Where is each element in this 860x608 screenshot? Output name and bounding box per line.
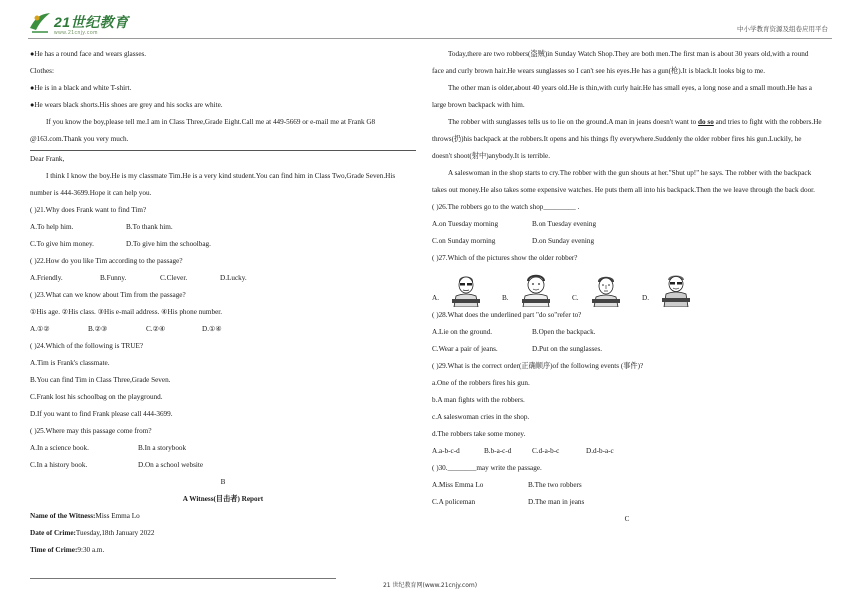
option-c: C.Wear a pair of jeans. xyxy=(432,345,498,353)
robber-picture-b xyxy=(516,273,556,307)
options-28-cd xyxy=(432,341,822,358)
options-26 xyxy=(432,216,822,233)
logo-text: 21世纪教育 xyxy=(54,14,129,30)
question-24: ( )24.Which of the following is TRUE? xyxy=(30,342,144,350)
option-a: A.Friendly. xyxy=(30,274,63,282)
platform-name: 中小学教育资源及组卷应用平台 xyxy=(737,25,828,33)
logo-url: www.21cnjy.com xyxy=(54,30,98,36)
header-divider xyxy=(28,38,832,39)
robber-pictures xyxy=(432,271,822,307)
option-b: B.In a storybook xyxy=(138,444,187,452)
option-b: B.②③ xyxy=(88,325,108,333)
report-title: A Witness(目击者) Report xyxy=(182,495,264,503)
picture-option-b xyxy=(502,273,572,307)
option-b: B.You can find Tim in Class Three,Grade Seven. xyxy=(30,376,171,384)
crime-time-line xyxy=(30,542,416,559)
option-c: C.②④ xyxy=(146,325,166,333)
text-line: I think I know the boy.He is my classmate Tim.He is a very kind student.You can find him in Class Two,Grade Seven.His xyxy=(46,172,396,180)
text-line: Clothes: xyxy=(30,67,54,75)
event-a: a.One of the robbers fires his gun. xyxy=(432,379,530,387)
options-29 xyxy=(432,443,822,460)
section-label-b: B xyxy=(220,478,226,486)
footer-divider xyxy=(30,578,336,579)
picture-option-c xyxy=(572,273,642,307)
options-30-cd xyxy=(432,494,822,511)
question-23-items: ①His age. ②His class. ③His e-mail address. ④His phone number. xyxy=(30,308,223,316)
option-c: C.In a history book. xyxy=(30,461,88,469)
text-line: ●He is in a black and white T-shirt. xyxy=(30,84,132,92)
option-b: B.To thank him. xyxy=(126,223,173,231)
event-d: d.The robbers take some money. xyxy=(432,430,526,438)
option-d: D.On a school website xyxy=(138,461,204,469)
options-21 xyxy=(30,219,416,236)
options-22 xyxy=(30,270,416,287)
option-b: B.b-a-c-d xyxy=(484,447,512,455)
option-b: B.Funny. xyxy=(100,274,127,282)
text-line: ●He wears black shorts.His shoes are grey and his socks are white. xyxy=(30,101,223,109)
site-logo xyxy=(28,10,148,38)
underlined-phrase: do so xyxy=(698,118,714,126)
options-30 xyxy=(432,477,822,494)
option-c: C.on Sunday morning xyxy=(432,237,496,245)
option-d: D.d-b-a-c xyxy=(586,447,614,455)
page-header xyxy=(0,0,860,44)
option-d: D.The man in jeans xyxy=(528,498,585,506)
option-c: C.d-a-b-c xyxy=(532,447,560,455)
option-c: C.Clever. xyxy=(160,274,188,282)
question-25: ( )25.Where may this passage come from? xyxy=(30,427,152,435)
field-value: 9:30 a.m. xyxy=(77,546,105,554)
robber-picture-d xyxy=(656,273,696,307)
question-26: ( )26.The robbers go to the watch shop_________ . xyxy=(432,203,580,211)
option-d: D.on Sunday evening xyxy=(532,237,595,245)
field-value: Tuesday,18th January 2022 xyxy=(75,529,155,537)
option-d: D.If you want to find Frank please call 444-3699. xyxy=(30,410,173,418)
option-c: C.A policeman xyxy=(432,498,476,506)
option-c: C.Frank lost his schoolbag on the playground. xyxy=(30,393,163,401)
question-30: ( )30.________may write the passage. xyxy=(432,464,542,472)
passage-paragraph: The other man is older,about 40 years old.He is thin,with curly hair.He has small eyes, a long nose and a small mouth.He has a large brown backpack with him. xyxy=(432,84,812,109)
option-label: C. xyxy=(572,294,579,302)
option-d: D.①④ xyxy=(202,325,222,333)
question-29: ( )29.What is the correct order(正确顺序)of the following events (事件)? xyxy=(432,362,644,370)
option-b: B.The two robbers xyxy=(528,481,582,489)
options-25-cd xyxy=(30,457,416,474)
field-label: Time of Crime: xyxy=(30,546,78,554)
question-28: ( )28.What does the underlined part "do so"refer to? xyxy=(432,311,582,319)
text-span: and tries to fight with the robbers.He throws(扔)his backpack at the robbers.It opens and his things fly everywhere.Suddenly the older robber fires his gun.Luckily, he doesn't shoot(射中)anybody.It is terrible. xyxy=(432,118,822,160)
text-line: ●He has a round face and wears glasses. xyxy=(30,50,147,58)
options-25 xyxy=(30,440,416,457)
option-a: A.①② xyxy=(30,325,50,333)
question-27: ( )27.Which of the pictures show the older robber? xyxy=(432,254,578,262)
robber-picture-a xyxy=(446,273,486,307)
option-a: A.a-b-c-d xyxy=(432,447,460,455)
option-c: C.To give him money. xyxy=(30,240,94,248)
question-21: ( )21.Why does Frank want to find Tim? xyxy=(30,206,147,214)
picture-option-d xyxy=(642,273,696,307)
text-span: The robber with sunglasses tells us to lie on the ground.A man in jeans doesn't want to xyxy=(448,118,699,126)
text-line: number is 444-3699.Hope it can help you. xyxy=(30,189,152,197)
right-column xyxy=(432,46,822,528)
picture-option-a xyxy=(432,273,502,307)
field-label: Name of the Witness: xyxy=(30,512,96,520)
text-line: If you know the boy,please tell me.I am in Class Three,Grade Eight.Call me at 449-5669 or e-mail me at Frank G8 xyxy=(46,118,376,126)
passage-paragraph: A saleswoman in the shop starts to cry.The robber with the gun shouts at her."Shut up!" he says. The robber with the backpack takes out money.He also takes some expensive watches. He puts them all into his backpack.Then the we leave through the back door. xyxy=(432,169,815,194)
option-a: A.Lie on the ground. xyxy=(432,328,493,336)
option-b: B.Open the backpack. xyxy=(532,328,596,336)
event-c: c.A saleswoman cries in the shop. xyxy=(432,413,530,421)
option-b: B.on Tuesday evening xyxy=(532,220,597,228)
page-footer: 21 世纪教育网(www.21cnjy.com) xyxy=(382,582,478,589)
logo-icon xyxy=(28,10,52,34)
field-value: Miss Emma Lo xyxy=(95,512,140,520)
question-22: ( )22.How do you like Tim according to the passage? xyxy=(30,257,183,265)
option-label: D. xyxy=(642,294,649,302)
options-21-cd xyxy=(30,236,416,253)
passage-paragraph xyxy=(432,114,822,165)
letter-greeting: Dear Frank, xyxy=(30,155,65,163)
option-a: A.In a science book. xyxy=(30,444,89,452)
crime-date-line xyxy=(30,525,416,542)
option-a: A.Miss Emma Lo xyxy=(432,481,484,489)
option-label: B. xyxy=(502,294,509,302)
options-26-cd xyxy=(432,233,822,250)
passage-paragraph: Today,there are two robbers(盗贼)in Sunday Watch Shop.They are both men.The first man is about 30 years old,with a round face and curly brown hair.He wears sunglasses so I can't see his eyes.He has a gun(枪).It is black.It looks big to me. xyxy=(432,50,809,75)
option-a: A.Tim is Frank's classmate. xyxy=(30,359,110,367)
option-label: A. xyxy=(432,294,439,302)
left-column xyxy=(30,46,416,559)
option-d: D.To give him the schoolbag. xyxy=(126,240,211,248)
robber-picture-c xyxy=(586,273,626,307)
text-line: @163.com.Thank you very much. xyxy=(30,135,129,143)
option-d: D.Lucky. xyxy=(220,274,247,282)
options-23 xyxy=(30,321,416,338)
options-28 xyxy=(432,324,822,341)
option-a: A.on Tuesday morning xyxy=(432,220,499,228)
question-23: ( )23.What can we know about Tim from the passage? xyxy=(30,291,186,299)
event-b: b.A man fights with the robbers. xyxy=(432,396,525,404)
option-a: A.To help him. xyxy=(30,223,74,231)
witness-name-line xyxy=(30,508,416,525)
option-d: D.Put on the sunglasses. xyxy=(532,345,603,353)
section-label-c: C xyxy=(624,515,630,523)
field-label: Date of Crime: xyxy=(30,529,76,537)
